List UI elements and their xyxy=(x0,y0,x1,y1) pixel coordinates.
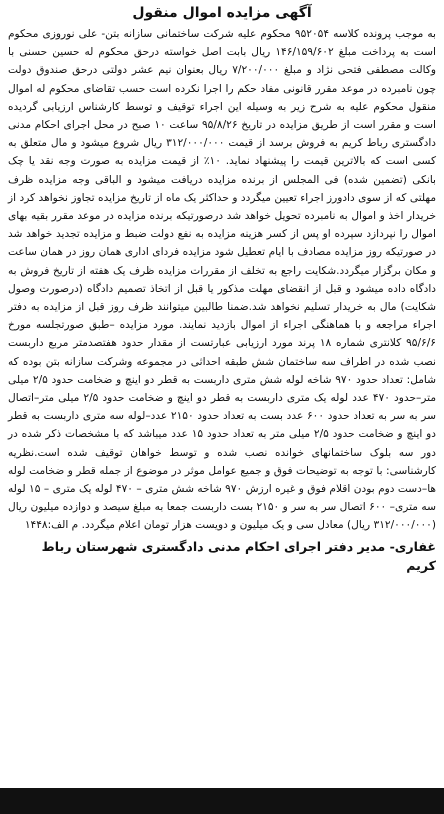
bottom-divider-bar xyxy=(0,788,444,814)
notice-signature: غفاری- مدیر دفتر اجرای احکام مدنی دادگستری شهرستان رباط کریم xyxy=(41,538,436,573)
notice-body: به موجب پرونده کلاسه ۹۵۲۰۵۴ محکوم علیه شرکت ساختمانی سازانه بتن- علی نوروزی محکوم است به پرداخت مبلغ ۱۴۶/۱۵۹/۶۰۲ ریال بابت اصل خواسته درحق محکوم له حسین حسنی با وکالت مصطفی فتحی نژاد و مبلغ ۷/۲۰۰/۰۰۰ ریال بعنوان نیم عشر دولتی درحق صندوق دولت چون نامبرده در موعد مقرر قانونی مفاد حکم را اجرا نکرده است حسب تقاضای محکوم له اموال منقول محکوم علیه به شرح زیر به وسیله این اجراء توقیف و توسط کارشناس ارزیابی گردیده است و مقرر است از طریق مزایده در تاریخ ۹۵/۸/۲۶ ساعت ۱۰ صبح در محل اجرای احکام مدنی دادگستری رباط کریم به فروش برسد از قیمت ۳۱۲/۰۰۰/۰۰۰ ریال شروع میشود و مال متعلق به کسی است که بالاترین قیمت را پیشنهاد نماید. ۱۰٪ از قیمت مزایده به صورت وجه نقد یا چک بانکی (تضمین شده) فی المجلس از برنده مزایده دریافت میشود و الباقی وجه مزایده ظرف مهلتی که از سوی دادورز اجراء تعیین میگردد و حداکثر یک ماه از تاریخ مزایده تجاوز نخواهد کرد از خریدار اخذ و اموال به نامبرده تحویل خواهد شد درصورتیکه برنده مزایده در موعد مقرر بقیه بهای اموال را نپردازد سپرده او پس از کسر هزینه مزایده به نفع دولت ضبط و مزایده تجدید خواهد شد در صورتیکه روز مزایده مصادف با ایام تعطیل شود مزایده فردای اداری همان روز در همان ساعت و مکان برگزار میگردد.شکایت راجع به تخلف از مقررات مزایده ظرف یک هفته از تاریخ فروش به دادگاه داده میشود و قبل از انقضای مهلت مذکور یا قبل از اتخاذ تصمیم دادگاه (درصورت وصول شکایت) مال به خریدار تسلیم نخواهد شد.ضمنا طالبین میتوانند ظرف روز قبل از مزایده به دفتر اجراء مراجعه و با هماهنگی اجراء از اموال بازدید نمایند. مورد مزایده –طبق صورتجلسه مورخ ۹۵/۶/۶ کلانتری شماره ۱۸ پرند مورد ارزیابی عبارتست از مقدار حدود هفتصدمتر مربع داربست نصب شده در اطراف سه ساختمان شش طبقه احداثی در مجموعه وشرکت سازانه بتن بوده که شامل: تعداد حدود ۹۷۰ شاخه لوله شش متری داربست به قطر دو اینچ و ضخامت حدود ۲/۵ میلی متر–حدود ۴۷۰ عدد لوله یک متری داربست به قطر دو اینچ و ضخامت حدود ۲/۵ میلی متر–اتصال سر به سر به تعداد حدود ۶۰۰ عدد بست به تعداد حدود ۲۱۵۰ عدد–لوله سه متری داربست به قطر دو اینچ و ضخامت حدود ۲/۵ میلی متر به تعداد حدود ۱۵ عدد میباشد که با مشخصات ذکر شده در دور سه بلوک ساختمانهای خوانده نصب شده و توسط خواهان توقیف شده است.نظریه کارشناسی: با توجه به توضیحات فوق و جمیع عوامل موثر در موضوع از جمله قطر و ضخامت لوله ها–دست دوم بودن اقلام فوق و غیره ارزش ۹۷۰ شاخه شش متری – ۴۷۰ لوله یک متری – ۱۵ لوله سه متری– ۶۰۰ اتصال سر به سر و ۲۱۵۰ بست داربست جمعا به مبلغ سیصد و دوازده میلیون ریال (۳۱۲/۰۰۰/۰۰۰ ریال) معادل سی و یک میلیون و دویست هزار تومان اعلام میگردد. م الف:۱۴۴۸ xyxy=(8,28,437,532)
notice-title: آگهی مزایده اموال منقول xyxy=(132,5,312,21)
